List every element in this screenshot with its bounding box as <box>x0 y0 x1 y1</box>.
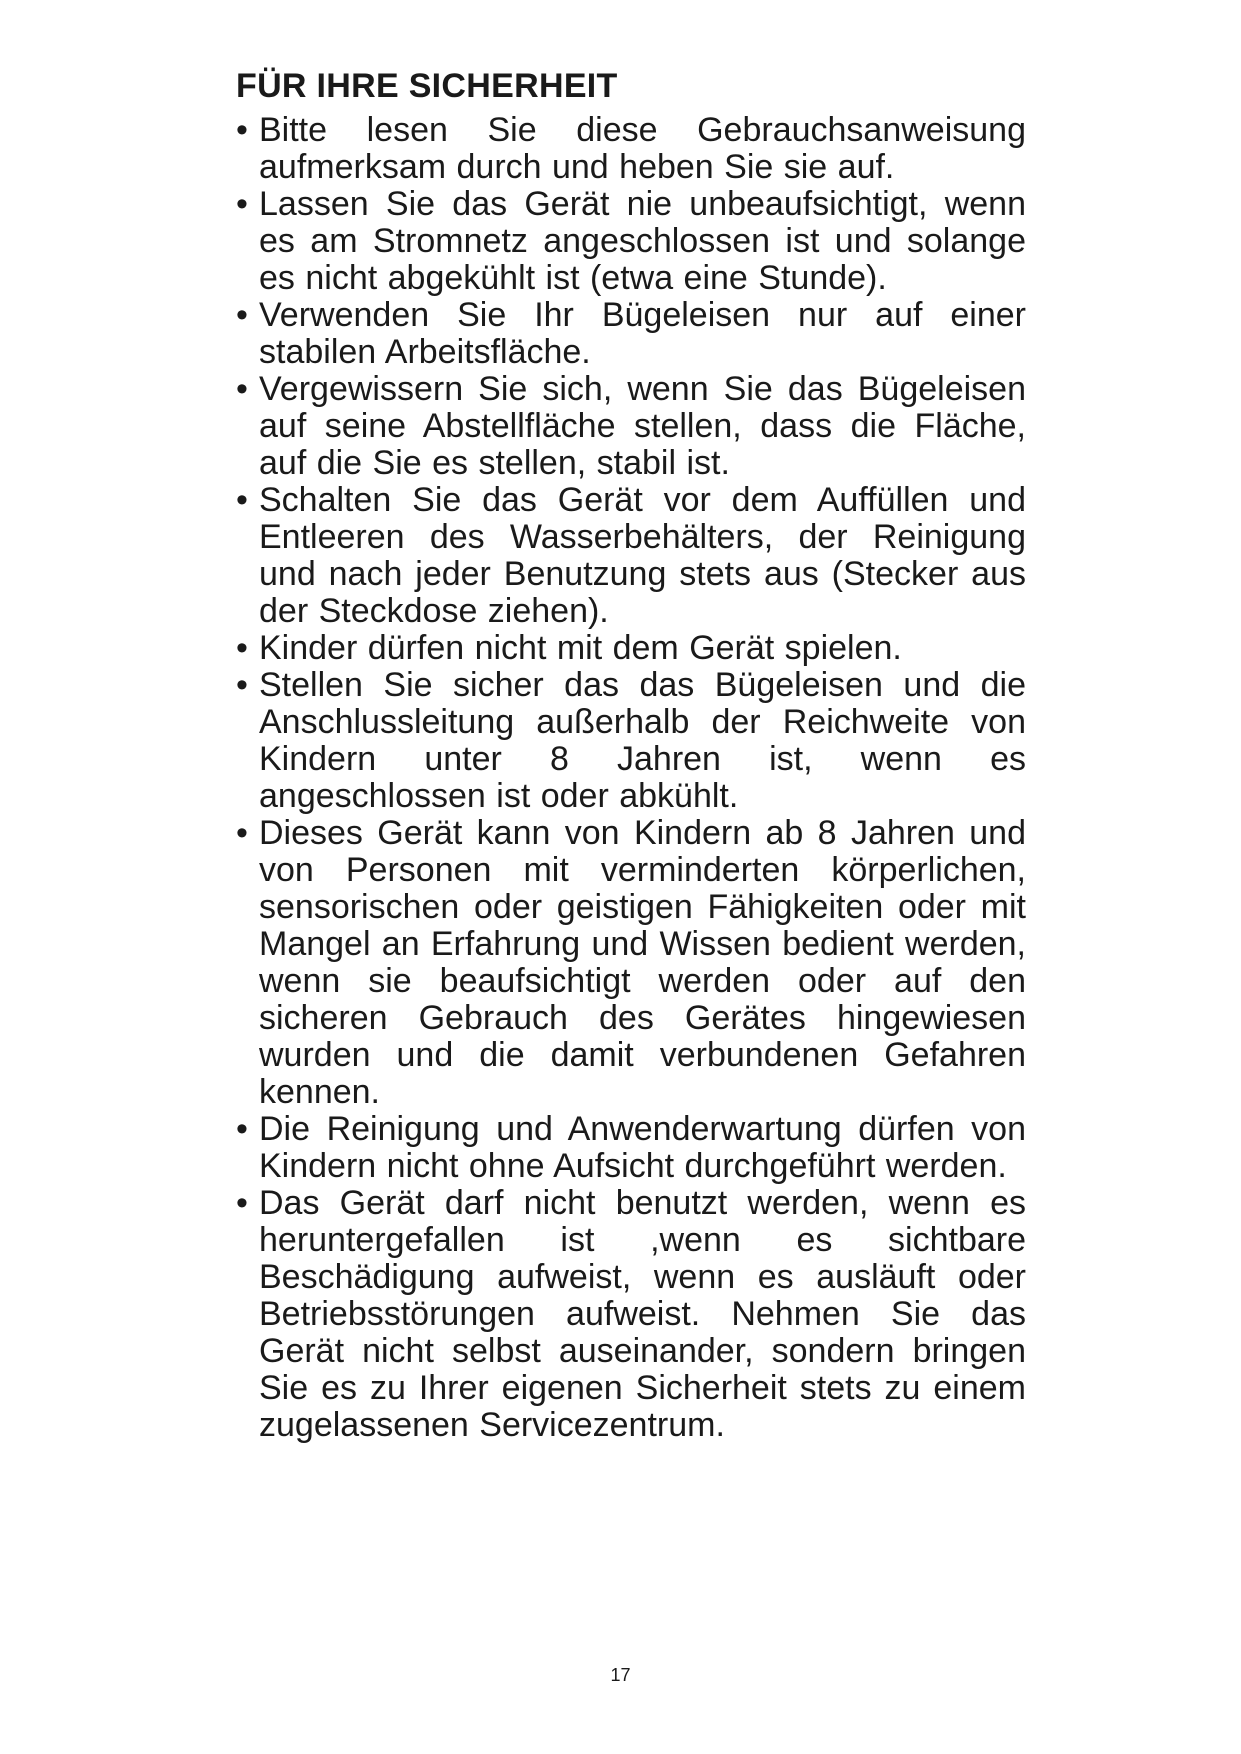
list-item-text: Vergewissern Sie sich, wenn Sie das Bügeleisen auf seine Abstellfläche stellen, dass die Fläche, auf die Sie es stellen, stabil ist. <box>259 370 1026 482</box>
list-item <box>236 186 1026 297</box>
list-item-text: Lassen Sie das Gerät nie unbeaufsichtigt, wenn es am Stromnetz angeschlossen ist und solange es nicht abgekühlt ist (etwa eine Stunde). <box>259 185 1026 297</box>
list-item <box>236 1185 1026 1444</box>
list-item-text: Stellen Sie sicher das das Bügeleisen und die Anschlussleitung außerhalb der Reichweite von Kindern unter 8 Jahren ist, wenn es angeschlossen ist oder abkühlt. <box>259 666 1026 815</box>
bullet-icon: • <box>236 666 248 704</box>
bullet-icon: • <box>236 1184 248 1222</box>
list-item-text: Dieses Gerät kann von Kindern ab 8 Jahren und von Personen mit verminderten körperlichen, sensorischen oder geistigen Fähigkeiten oder mit Mangel an Erfahrung und Wissen bedient werden, wenn sie beaufsichtigt werden oder auf den sicheren Gebrauch des Gerätes hingewiesen wurden und die damit verbundenen Gefahren kennen. <box>259 814 1026 1111</box>
safety-instructions-list <box>236 112 1026 1444</box>
bullet-icon: • <box>236 481 248 519</box>
list-item <box>236 371 1026 482</box>
list-item-text: Schalten Sie das Gerät vor dem Auffüllen und Entleeren des Wasserbehälters, der Reinigung und nach jeder Benutzung stets aus (Stecker aus der Steckdose ziehen). <box>259 481 1026 630</box>
bullet-icon: • <box>236 111 248 149</box>
list-item-text: Das Gerät darf nicht benutzt werden, wenn es heruntergefallen ist ,wenn es sichtbare Beschädigung aufweist, wenn es ausläuft oder Betriebsstörungen aufweist. Nehmen Sie das Gerät nicht selbst auseinander, sondern bringen Sie es zu Ihrer eigenen Sicherheit stets zu einem zugelassenen Servicezentrum. <box>259 1184 1026 1444</box>
safety-section <box>236 62 1026 1444</box>
list-item <box>236 815 1026 1111</box>
bullet-icon: • <box>236 814 248 852</box>
list-item-text: Kinder dürfen nicht mit dem Gerät spielen. <box>259 629 902 667</box>
bullet-icon: • <box>236 629 248 667</box>
bullet-icon: • <box>236 185 248 223</box>
list-item <box>236 630 1026 667</box>
page-number: 17 <box>610 1665 631 1685</box>
list-item <box>236 482 1026 630</box>
list-item <box>236 1111 1026 1185</box>
bullet-icon: • <box>236 296 248 334</box>
bullet-icon: • <box>236 1110 248 1148</box>
bullet-icon: • <box>236 370 248 408</box>
list-item-text: Verwenden Sie Ihr Bügeleisen nur auf einer stabilen Arbeitsfläche. <box>259 296 1026 371</box>
list-item <box>236 112 1026 186</box>
list-item <box>236 667 1026 815</box>
list-item-text: Bitte lesen Sie diese Gebrauchsanweisung aufmerksam durch und heben Sie sie auf. <box>259 111 1026 186</box>
list-item <box>236 297 1026 371</box>
list-item-text: Die Reinigung und Anwenderwartung dürfen von Kindern nicht ohne Aufsicht durchgeführt werden. <box>259 1110 1026 1185</box>
section-title: FÜR IHRE SICHERHEIT <box>236 67 618 105</box>
